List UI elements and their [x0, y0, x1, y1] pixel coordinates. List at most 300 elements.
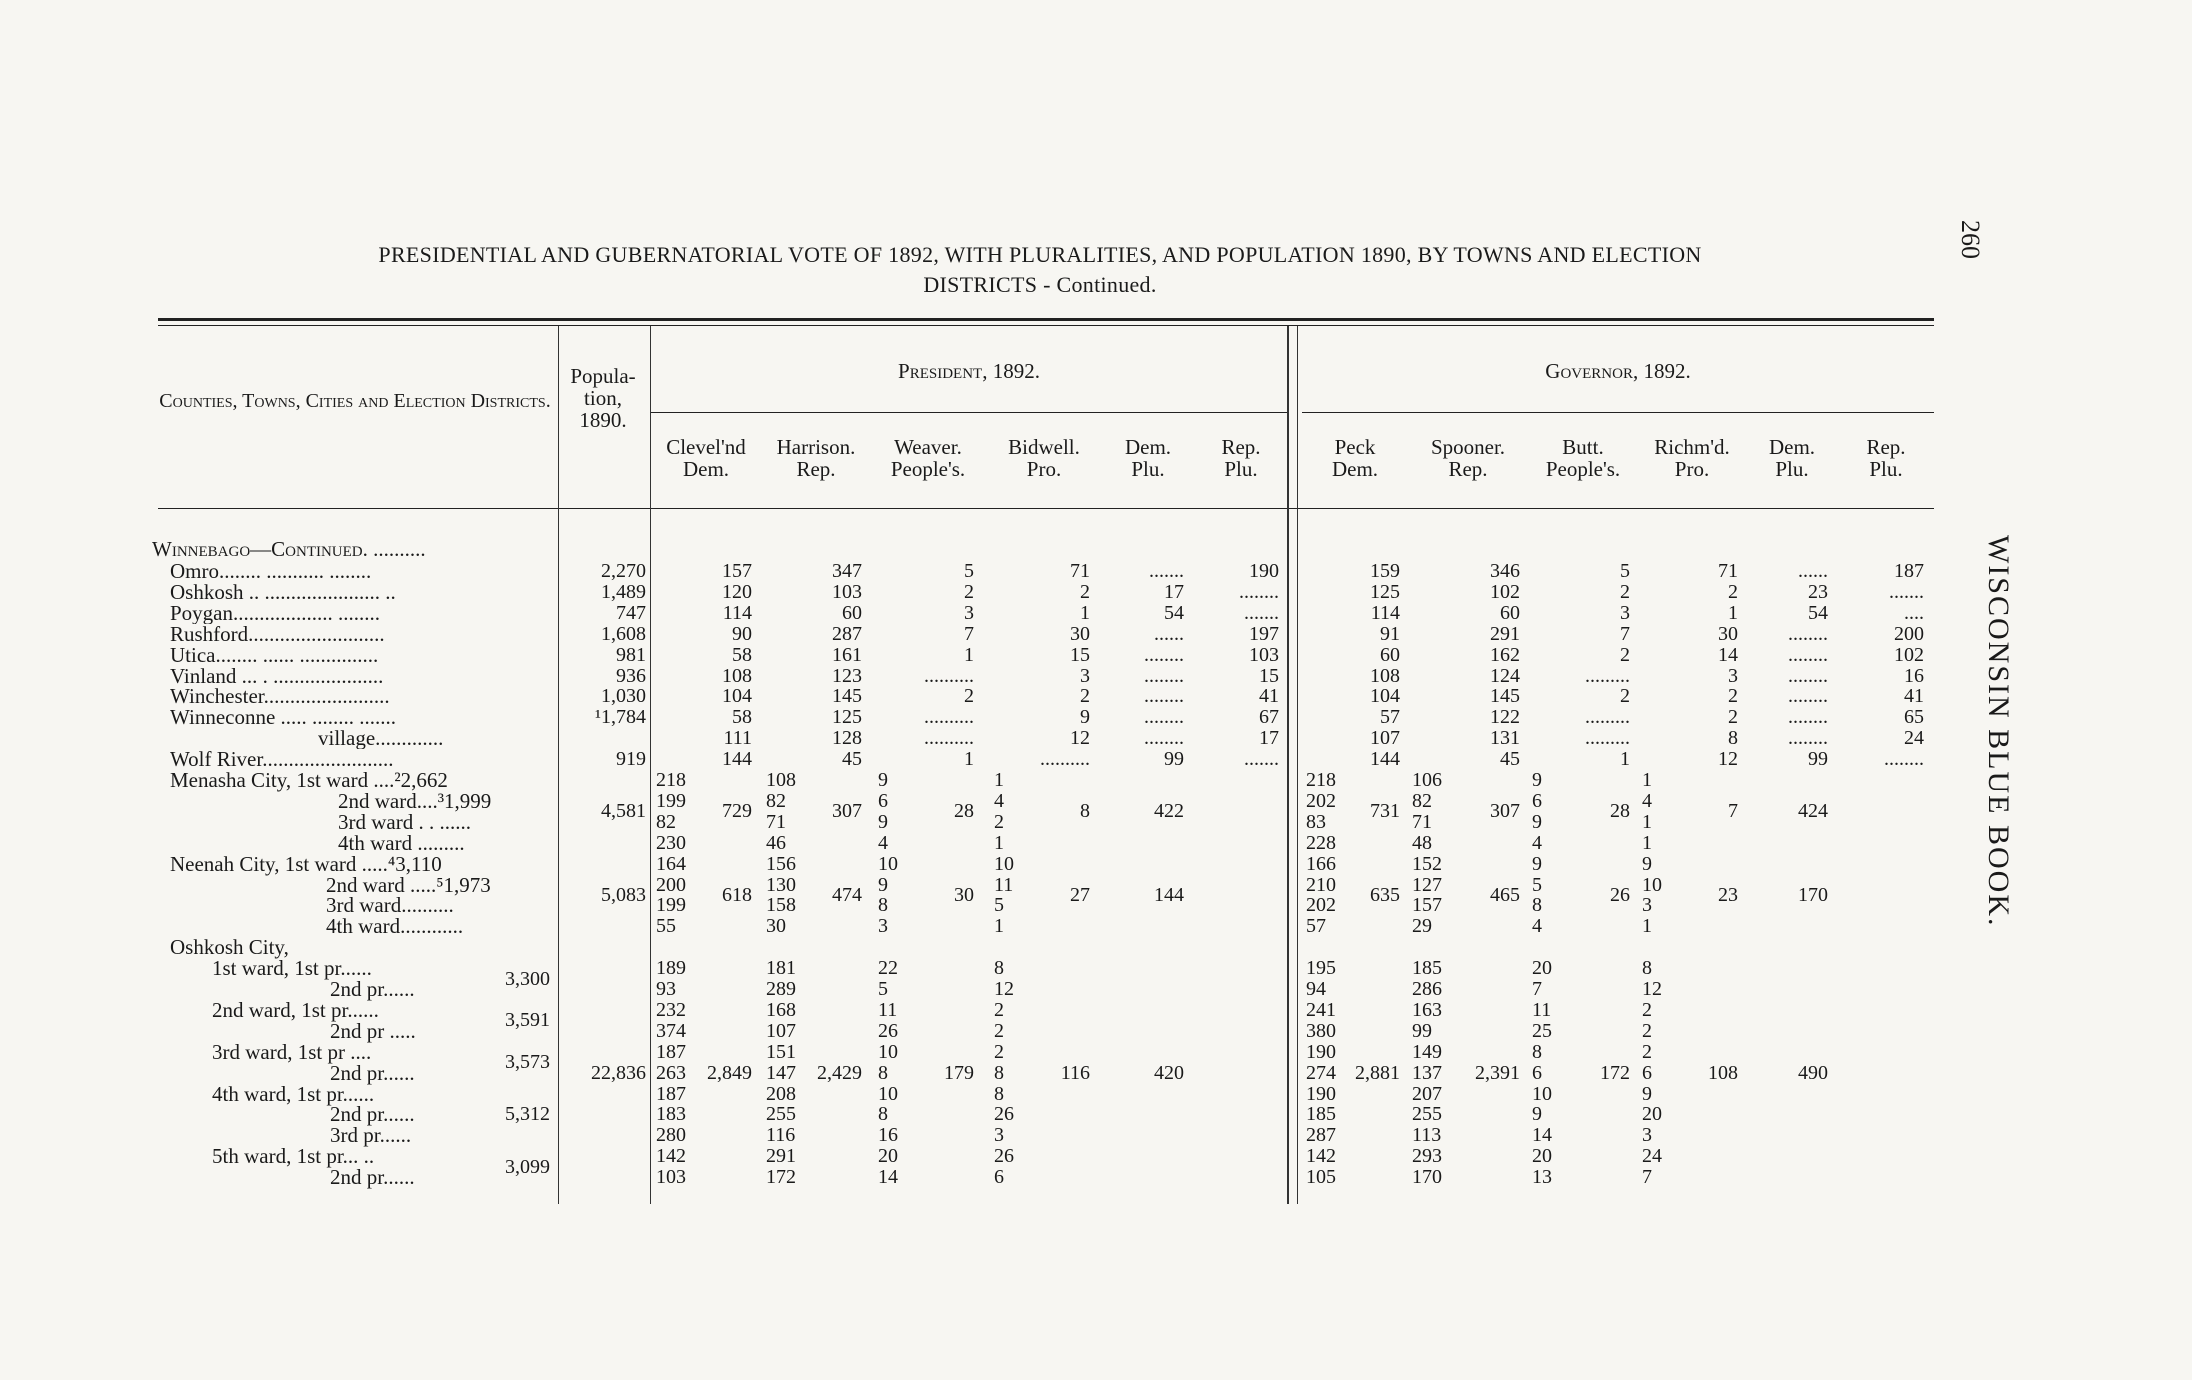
ward-vote-cell: 2	[1642, 1019, 1652, 1042]
ward-vote-cell: 29	[1412, 915, 1432, 938]
governor-vote-cell: ........	[1788, 664, 1828, 687]
president-vote-cell: 161	[832, 643, 862, 666]
title-line-2: DISTRICTS - Continued.	[923, 272, 1157, 297]
ward-vote-cell: 289	[766, 978, 796, 1000]
ward-vote-cell: 116	[766, 1124, 796, 1147]
ward-vote-cell: 142	[1306, 1145, 1336, 1168]
ward-vote-cell: 2	[994, 1040, 1004, 1063]
president-vote-cell: 17	[1259, 727, 1279, 750]
president-vote-cell: 2	[1080, 685, 1090, 708]
ward-vote-cell: 255	[1412, 1103, 1442, 1126]
president-vote-cell: 347	[832, 560, 862, 582]
title-line-1: PRESIDENTIAL AND GUBERNATORIAL VOTE OF 1892, WITH PLURALITIES, AND POPULATION 1890, BY TOWNS AND ELECTION	[378, 242, 1702, 267]
district-name: Poygan................... ........	[170, 601, 380, 624]
governor-vote-cell: 346	[1490, 560, 1520, 582]
page-title	[150, 240, 1930, 300]
ward-vote-cell: 228	[1306, 831, 1336, 854]
ward-vote-cell: 1	[1642, 831, 1652, 854]
population-cell: 1,030	[601, 685, 646, 708]
header-president-col: Rep. Plu.	[1221, 435, 1261, 481]
ward-vote-cell: 93	[656, 978, 676, 1000]
population-cell: 747	[616, 601, 646, 624]
population-cell: 1,489	[601, 580, 646, 603]
population-cell: 919	[616, 748, 646, 771]
ward-vote-cell: 9	[878, 873, 888, 896]
ward-total-cell: 108	[1708, 1061, 1738, 1084]
district-name: village.............	[318, 727, 444, 750]
ward-vote-cell: 6	[878, 789, 888, 812]
district-name: Omro........ ........... ........	[170, 560, 372, 582]
governor-vote-cell: 3	[1620, 601, 1630, 624]
ward-vote-cell: 190	[1306, 1040, 1336, 1063]
governor-vote-cell: 2	[1728, 685, 1738, 708]
city-population-cell: 5,083	[601, 883, 646, 906]
header-governor-col: Spooner. Rep.	[1430, 435, 1506, 481]
ward-vote-cell: 12	[994, 978, 1014, 1000]
ward-total-cell: 731	[1370, 800, 1400, 823]
governor-vote-cell: 2	[1620, 643, 1630, 666]
ward-total-cell: 30	[954, 883, 974, 906]
president-dem-plurality-cell: 422	[1154, 800, 1184, 823]
president-vote-cell: 41	[1259, 685, 1279, 708]
president-vote-cell: 125	[832, 706, 862, 729]
ward-vote-cell: 127	[1412, 873, 1442, 896]
ward-vote-cell: 8	[994, 957, 1004, 980]
governor-vote-cell: 5	[1620, 560, 1630, 582]
president-group-rule	[651, 412, 1287, 413]
ward-vote-cell: 374	[656, 1019, 686, 1042]
ward-vote-cell: 107	[766, 1019, 796, 1042]
president-vote-cell: 1	[1080, 601, 1090, 624]
governor-vote-cell: 144	[1370, 748, 1400, 771]
ward-vote-cell: 1	[994, 915, 1004, 938]
ward-vote-cell: 10	[1642, 873, 1662, 896]
president-vote-cell: 190	[1249, 560, 1279, 582]
governor-vote-cell: 2	[1728, 580, 1738, 603]
ward-vote-cell: 156	[766, 852, 796, 875]
header-president-col: Harrison. Rep.	[776, 435, 856, 481]
governor-vote-cell: 104	[1370, 685, 1400, 708]
header-governor-col: Richm'd. Pro.	[1654, 435, 1730, 481]
governor-vote-cell: ......	[1798, 560, 1828, 582]
ward-name: 4th ward .........	[338, 830, 465, 855]
ward-vote-cell: 8	[878, 894, 888, 917]
ward-name: 2nd ward, 1st pr......	[212, 997, 379, 1022]
president-vote-cell: 3	[964, 601, 974, 624]
governor-vote-cell: 102	[1894, 643, 1924, 666]
governor-vote-cell: 54	[1808, 601, 1828, 624]
ward-vote-cell: 48	[1412, 831, 1432, 854]
ward-vote-cell: 152	[1412, 852, 1442, 875]
president-vote-cell: 114	[722, 601, 752, 624]
governor-vote-cell: 2	[1728, 706, 1738, 729]
ward-vote-cell: 26	[878, 1019, 898, 1042]
ward-vote-cell: 137	[1412, 1061, 1442, 1084]
ward-vote-cell: 108	[766, 769, 796, 791]
ward-total-cell: 2,391	[1475, 1061, 1520, 1084]
district-name: Utica........ ...... ...............	[170, 643, 379, 666]
president-vote-cell: 30	[1070, 622, 1090, 645]
ward-vote-cell: 208	[766, 1082, 796, 1105]
ward-vote-cell: 147	[766, 1061, 796, 1084]
governor-vote-cell: 1	[1620, 748, 1630, 771]
governor-vote-cell: 187	[1894, 560, 1924, 582]
president-vote-cell: 287	[832, 622, 862, 645]
president-vote-cell: ......	[1154, 622, 1184, 645]
president-vote-cell: 103	[1249, 643, 1279, 666]
population-cell: 936	[616, 664, 646, 687]
ward-vote-cell: 106	[1412, 769, 1442, 791]
ward-vote-cell: 9	[1532, 810, 1542, 833]
ward-vote-cell: 172	[766, 1166, 796, 1189]
ward-total-cell: 307	[1490, 800, 1520, 823]
ward-vote-cell: 99	[1412, 1019, 1432, 1042]
ward-total-cell: 23	[1718, 883, 1738, 906]
ward-vote-cell: 71	[766, 810, 786, 833]
ward-vote-cell: 3	[994, 1124, 1004, 1147]
ward-population-cell: 3,099	[505, 1155, 550, 1178]
president-vote-cell: 17	[1164, 580, 1184, 603]
president-dem-plurality-cell: 420	[1154, 1061, 1184, 1084]
president-vote-cell: 45	[842, 748, 862, 771]
governor-dem-plurality-cell: 424	[1798, 800, 1828, 823]
ward-vote-cell: 55	[656, 915, 676, 938]
ward-vote-cell: 380	[1306, 1019, 1336, 1042]
ward-vote-cell: 199	[656, 789, 686, 812]
president-vote-cell: 2	[1080, 580, 1090, 603]
oshkosh-city-label: Oshkosh City,	[170, 935, 289, 960]
ward-vote-cell: 25	[1532, 1019, 1552, 1042]
ward-name: 2nd ward .....⁵1,973	[326, 872, 491, 897]
header-governor-col: Butt. People's.	[1545, 435, 1621, 481]
ward-name: 1st ward, 1st pr......	[212, 956, 372, 981]
ward-vote-cell: 287	[1306, 1124, 1336, 1147]
ward-vote-cell: 14	[1532, 1124, 1552, 1147]
population-cell: 981	[616, 643, 646, 666]
ward-vote-cell: 20	[1532, 957, 1552, 980]
county-label: Winnebago—Continued. ..........	[152, 537, 426, 561]
ward-total-cell: 26	[1610, 883, 1630, 906]
ward-vote-cell: 2	[1642, 1040, 1652, 1063]
president-vote-cell: 12	[1070, 727, 1090, 750]
ward-vote-cell: 12	[1642, 978, 1662, 1000]
header-president-col: Bidwell. Pro.	[1008, 435, 1080, 481]
vrule-prespgov-2	[1297, 326, 1298, 1204]
ward-vote-cell: 22	[878, 957, 898, 980]
ward-vote-cell: 5	[1532, 873, 1542, 896]
ward-vote-cell: 5	[878, 978, 888, 1000]
ward-vote-cell: 7	[1532, 978, 1542, 1000]
president-vote-cell: 15	[1070, 643, 1090, 666]
governor-vote-cell: 162	[1490, 643, 1520, 666]
ward-total-cell: 729	[722, 800, 752, 823]
ward-vote-cell: 218	[1306, 769, 1336, 791]
ward-vote-cell: 6	[1532, 789, 1542, 812]
ward-vote-cell: 280	[656, 1124, 686, 1147]
president-vote-cell: 123	[832, 664, 862, 687]
header-president-col: Clevel'nd Dem.	[666, 435, 746, 481]
ward-vote-cell: 9	[878, 769, 888, 791]
ward-vote-cell: 149	[1412, 1040, 1442, 1063]
ward-vote-cell: 2	[1642, 998, 1652, 1021]
ward-vote-cell: 7	[1642, 1166, 1652, 1189]
ward-vote-cell: 26	[994, 1103, 1014, 1126]
ward-vote-cell: 4	[1532, 915, 1542, 938]
ward-name: 4th ward, 1st pr......	[212, 1081, 375, 1106]
ward-vote-cell: 9	[1642, 1082, 1652, 1105]
ward-vote-cell: 71	[1412, 810, 1432, 833]
president-vote-cell: 58	[732, 643, 752, 666]
governor-vote-cell: 3	[1728, 664, 1738, 687]
president-vote-cell: 71	[1070, 560, 1090, 582]
ward-vote-cell: 157	[1412, 894, 1442, 917]
ward-vote-cell: 5	[994, 894, 1004, 917]
president-vote-cell: ..........	[924, 727, 974, 750]
president-vote-cell: 7	[964, 622, 974, 645]
ward-vote-cell: 3	[1642, 1124, 1652, 1147]
governor-vote-cell: ........	[1788, 622, 1828, 645]
ward-vote-cell: 181	[766, 957, 796, 980]
ward-vote-cell: 11	[1532, 998, 1552, 1021]
population-cell: 2,270	[601, 560, 646, 582]
governor-vote-cell: 102	[1490, 580, 1520, 603]
ward-vote-cell: 187	[656, 1082, 686, 1105]
ward-total-cell: 474	[832, 883, 862, 906]
ward-vote-cell: 6	[994, 1166, 1004, 1189]
ward-vote-cell: 3	[878, 915, 888, 938]
ward-vote-cell: 11	[994, 873, 1014, 896]
ward-vote-cell: 9	[1642, 852, 1652, 875]
president-vote-cell: 15	[1259, 664, 1279, 687]
ward-name: 3rd ward..........	[326, 893, 454, 918]
ward-vote-cell: 164	[656, 852, 686, 875]
city-population-cell: 22,836	[591, 1061, 646, 1084]
president-vote-cell: 60	[842, 601, 862, 624]
governor-vote-cell: 57	[1380, 706, 1400, 729]
ward-vote-cell: 142	[656, 1145, 686, 1168]
ward-vote-cell: 1	[994, 831, 1004, 854]
ward-vote-cell: 4	[1642, 789, 1652, 812]
header-governor-col: Dem. Plu.	[1768, 435, 1816, 481]
governor-vote-cell: 41	[1904, 685, 1924, 708]
president-vote-cell: .......	[1149, 560, 1184, 582]
vrule-pop	[650, 326, 651, 1204]
ward-vote-cell: 1	[994, 769, 1004, 791]
ward-name: 2nd pr......	[330, 977, 415, 1001]
ward-vote-cell: 20	[1642, 1103, 1662, 1126]
governor-vote-cell: ........	[1788, 685, 1828, 708]
ward-vote-cell: 4	[1532, 831, 1542, 854]
president-vote-cell: 108	[722, 664, 752, 687]
ward-name: 2nd pr......	[330, 1102, 415, 1127]
ward-vote-cell: 20	[878, 1145, 898, 1168]
ward-total-cell: 307	[832, 800, 862, 823]
governor-vote-cell: 2	[1620, 685, 1630, 708]
header-president-col: Weaver. People's.	[890, 435, 966, 481]
ward-total-cell: 635	[1370, 883, 1400, 906]
ward-vote-cell: 16	[878, 1124, 898, 1147]
ward-vote-cell: 199	[656, 894, 686, 917]
ward-vote-cell: 1	[1642, 769, 1652, 791]
president-vote-cell: ..........	[924, 706, 974, 729]
governor-vote-cell: .........	[1585, 706, 1630, 729]
ward-name: 2nd pr......	[330, 1060, 415, 1085]
ward-vote-cell: 232	[656, 998, 686, 1021]
ward-vote-cell: 8	[1532, 1040, 1542, 1063]
ward-total-cell: 618	[722, 883, 752, 906]
ward-vote-cell: 286	[1412, 978, 1442, 1000]
side-title: WISCONSIN BLUE BOOK.	[1982, 535, 2015, 928]
city-population-cell: 4,581	[601, 800, 646, 823]
population-cell: 1,608	[601, 622, 646, 645]
ward-vote-cell: 263	[656, 1061, 686, 1084]
ward-total-cell: 465	[1490, 883, 1520, 906]
governor-vote-cell: 131	[1490, 727, 1520, 750]
ward-vote-cell: 2	[994, 998, 1004, 1021]
governor-vote-cell: .......	[1889, 580, 1924, 603]
president-vote-cell: ........	[1239, 580, 1279, 603]
ward-name: Menasha City, 1st ward ....²2,662	[170, 768, 448, 792]
governor-vote-cell: 159	[1370, 560, 1400, 582]
governor-vote-cell: 125	[1370, 580, 1400, 603]
ward-vote-cell: 187	[656, 1040, 686, 1063]
ward-vote-cell: 3	[1642, 894, 1652, 917]
president-vote-cell: 3	[1080, 664, 1090, 687]
district-name: Rushford..........................	[170, 622, 385, 645]
president-vote-cell: 144	[722, 748, 752, 771]
governor-vote-cell: 8	[1728, 727, 1738, 750]
president-vote-cell: 2	[964, 685, 974, 708]
ward-vote-cell: 293	[1412, 1145, 1442, 1168]
ward-vote-cell: 9	[878, 810, 888, 833]
ward-total-cell: 2,429	[817, 1061, 862, 1084]
ward-name: 3rd ward, 1st pr ....	[212, 1039, 372, 1064]
governor-vote-cell: 1	[1728, 601, 1738, 624]
governor-vote-cell: ....	[1904, 601, 1924, 624]
ward-vote-cell: 8	[878, 1103, 888, 1126]
ward-vote-cell: 6	[1642, 1061, 1652, 1084]
governor-vote-cell: ........	[1788, 727, 1828, 750]
president-vote-cell: ........	[1144, 643, 1184, 666]
governor-vote-cell: 99	[1808, 748, 1828, 771]
ward-total-cell: 8	[1080, 800, 1090, 823]
ward-vote-cell: 207	[1412, 1082, 1442, 1105]
ward-vote-cell: 83	[1306, 810, 1326, 833]
ward-vote-cell: 255	[766, 1103, 796, 1126]
ward-vote-cell: 151	[766, 1040, 796, 1063]
district-name: Vinland ... . .....................	[170, 664, 384, 687]
district-name: Winchester........................	[170, 685, 390, 708]
ward-vote-cell: 168	[766, 998, 796, 1021]
ward-vote-cell: 195	[1306, 957, 1336, 980]
ward-vote-cell: 11	[878, 998, 898, 1021]
ward-vote-cell: 105	[1306, 1166, 1336, 1189]
president-vote-cell: 120	[722, 580, 752, 603]
governor-vote-cell: 65	[1904, 706, 1924, 729]
ward-vote-cell: 9	[1532, 769, 1542, 791]
ward-vote-cell: 200	[656, 873, 686, 896]
president-vote-cell: 90	[732, 622, 752, 645]
ward-vote-cell: 190	[1306, 1082, 1336, 1105]
ward-vote-cell: 2	[994, 810, 1004, 833]
ward-name: 2nd pr .....	[330, 1018, 416, 1043]
ward-vote-cell: 10	[878, 852, 898, 875]
president-vote-cell: 104	[722, 685, 752, 708]
ward-vote-cell: 185	[1306, 1103, 1336, 1126]
header-president-col: Dem. Plu.	[1124, 435, 1172, 481]
page-number: 260	[1956, 220, 1985, 259]
header-district: Counties, Towns, Cities and Election Districts.	[159, 390, 551, 412]
president-vote-cell: ..........	[1040, 748, 1090, 771]
ward-total-cell: 28	[954, 800, 974, 823]
ward-vote-cell: 113	[1412, 1124, 1442, 1147]
ward-vote-cell: 6	[1532, 1061, 1542, 1084]
ward-vote-cell: 10	[994, 852, 1014, 875]
ward-vote-cell: 185	[1412, 957, 1442, 980]
header-bottom-rule	[158, 508, 1934, 509]
governor-vote-cell: .........	[1585, 727, 1630, 750]
district-name: Oshkosh .. ...................... ..	[170, 580, 396, 603]
ward-vote-cell: 82	[1412, 789, 1432, 812]
ward-vote-cell: 8	[878, 1061, 888, 1084]
ward-vote-cell: 8	[994, 1082, 1004, 1105]
ward-vote-cell: 10	[1532, 1082, 1552, 1105]
ward-vote-cell: 82	[656, 810, 676, 833]
ward-total-cell: 2,849	[707, 1061, 752, 1084]
ward-total-cell: 2,881	[1355, 1061, 1400, 1084]
governor-vote-cell: ........	[1788, 643, 1828, 666]
governor-vote-cell: 60	[1380, 643, 1400, 666]
header-governor-col: Peck Dem.	[1331, 435, 1379, 481]
ward-vote-cell: 82	[766, 789, 786, 812]
header-population: Popula- tion, 1890.	[570, 364, 636, 432]
president-vote-cell: 145	[832, 685, 862, 708]
president-vote-cell: 9	[1080, 706, 1090, 729]
governor-vote-cell: ........	[1788, 706, 1828, 729]
ward-name: 2nd ward....³1,999	[338, 788, 492, 813]
ward-vote-cell: 46	[766, 831, 786, 854]
governor-vote-cell: 45	[1500, 748, 1520, 771]
president-vote-cell: 2	[964, 580, 974, 603]
ward-total-cell: 28	[1610, 800, 1630, 823]
top-rule	[158, 318, 1934, 321]
president-vote-cell: 67	[1259, 706, 1279, 729]
governor-vote-cell: 108	[1370, 664, 1400, 687]
top-rule-2	[158, 325, 1934, 326]
ward-name: Neenah City, 1st ward .....⁴3,110	[170, 851, 442, 876]
president-vote-cell: 5	[964, 560, 974, 582]
governor-dem-plurality-cell: 170	[1798, 883, 1828, 906]
governor-vote-cell: 122	[1490, 706, 1520, 729]
governor-vote-cell: 71	[1718, 560, 1738, 582]
governor-vote-cell: ........	[1884, 748, 1924, 771]
president-vote-cell: .......	[1244, 601, 1279, 624]
ward-vote-cell: 202	[1306, 789, 1336, 812]
president-dem-plurality-cell: 144	[1154, 883, 1184, 906]
ward-vote-cell: 1	[1642, 915, 1652, 938]
president-vote-cell: 157	[722, 560, 752, 582]
governor-vote-cell: 30	[1718, 622, 1738, 645]
ward-vote-cell: 170	[1412, 1166, 1442, 1189]
ward-name: 3rd ward . . ......	[338, 809, 471, 834]
ward-vote-cell: 20	[1532, 1145, 1552, 1168]
governor-vote-cell: 7	[1620, 622, 1630, 645]
ward-population-cell: 3,573	[505, 1051, 550, 1074]
president-vote-cell: 128	[832, 727, 862, 750]
ward-vote-cell: 210	[1306, 873, 1336, 896]
governor-vote-cell: 14	[1718, 643, 1738, 666]
ward-vote-cell: 24	[1642, 1145, 1662, 1168]
